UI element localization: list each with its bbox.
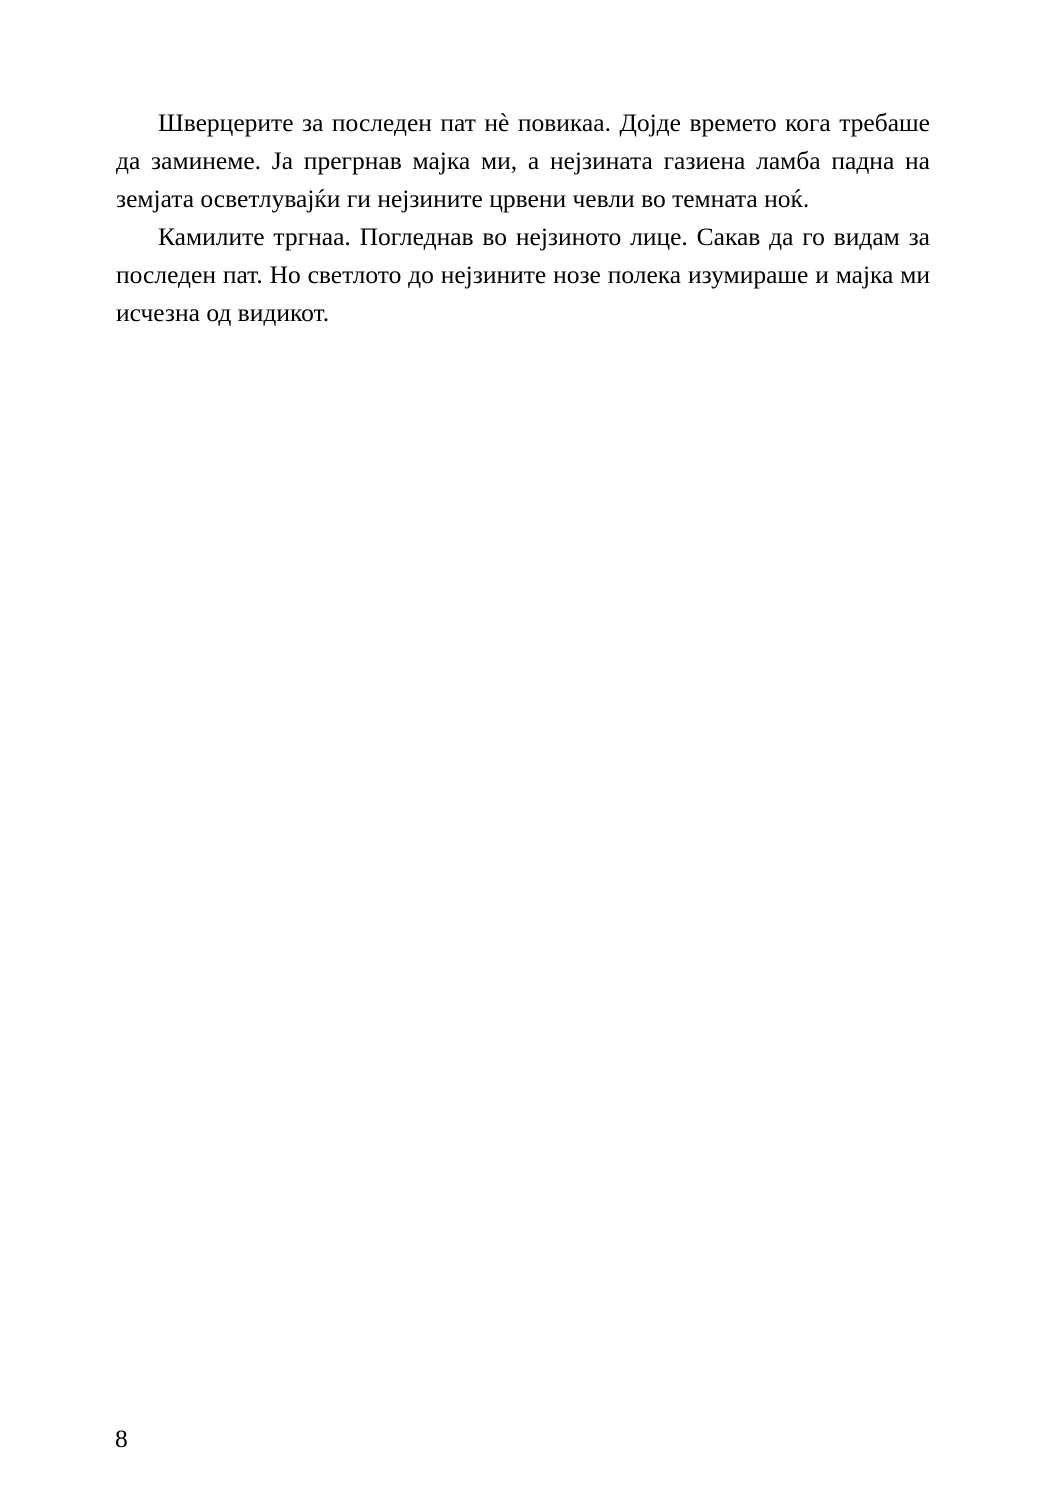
paragraph-2: Камилите тргнаа. Погледнав во нејзиното лице. Сакав да го видам за последен пат. Но светлото до нејзините нозе полека изумираше и мајка ми исчезна од видикот. xyxy=(116,222,930,327)
paragraph-1: Шверцерите за последен пат нѐ повикаа. Дојде времето кога требаше да заминеме. Ја прегрнав мајка ми, а нејзината газиена ламба падна на земјата осветлувајќи ги нејзините црвени чевли во темната ноќ. xyxy=(116,108,930,213)
page-number: 8 xyxy=(115,1424,128,1453)
body-text xyxy=(116,104,930,332)
